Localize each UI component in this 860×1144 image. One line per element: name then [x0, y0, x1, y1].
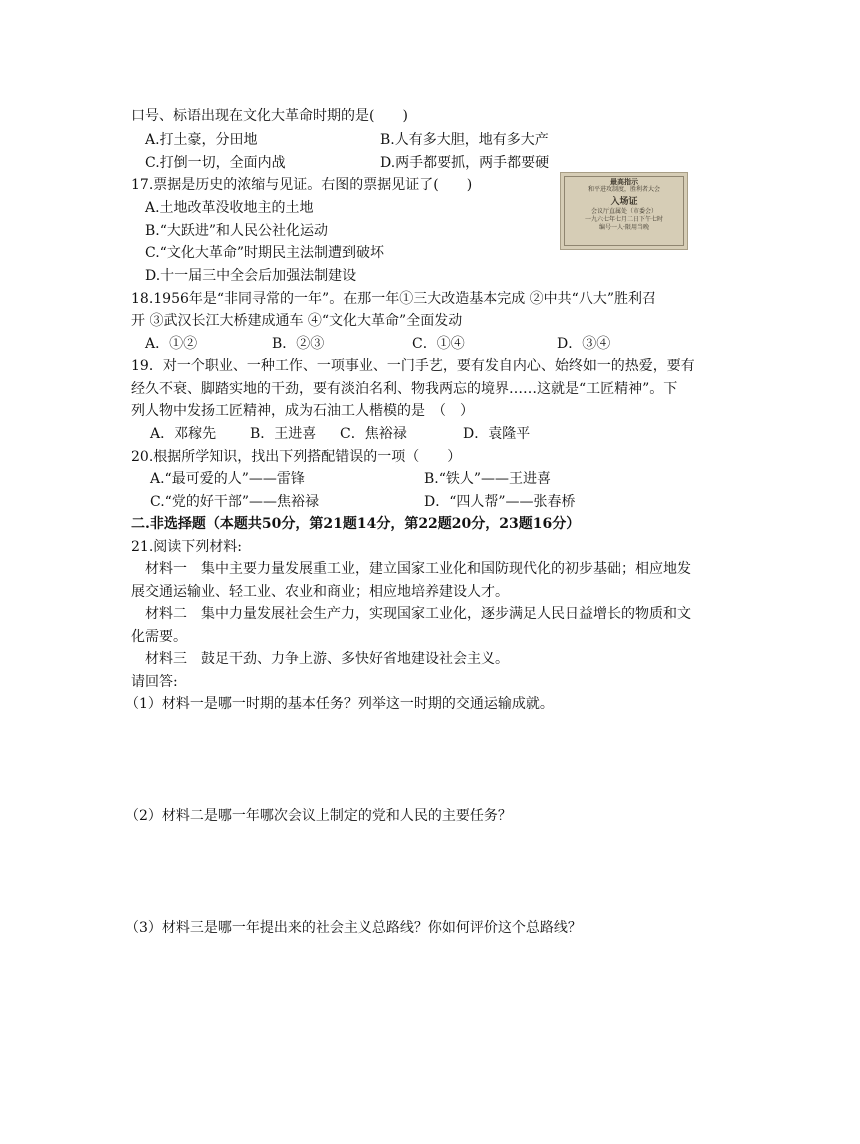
ticket-frame	[564, 176, 684, 246]
ticket-subtitle: 和平进攻制度，胜利者大会	[587, 186, 660, 193]
q20-stem: 20.根据所学知识，找出下列搭配错误的一项（ ）	[131, 449, 462, 465]
q20-option-d: D．“四人帮”——张春桥	[424, 494, 576, 510]
q17-option-b: B.“大跃进”和人民公社化运动	[145, 223, 329, 239]
q19-stem-line-2: 经久不衰、脚踏实地的干劲，要有淡泊名利、物我两忘的境界……这就是“工匠精神”。下	[131, 381, 678, 397]
q17-option-a: A.土地改革没收地主的土地	[145, 200, 314, 216]
section-2-heading: 二.非选择题（本题共50分，第21题14分，第22题20分，23题16分）	[131, 516, 581, 532]
q16-option-d: D.两手都要抓，两手都要硬	[380, 155, 550, 171]
q21-material-1-line-2: 展交通运输业、轻工业、农业和商业；相应地培养建设人才。	[131, 584, 509, 600]
q21-subquestion-3: （3）材料三是哪一年提出来的社会主义总路线？你如何评价这个总路线？	[125, 920, 582, 936]
q18-option-c: C．①④	[412, 336, 465, 352]
q17-option-d: D.十一届三中全会后加强法制建设	[145, 268, 357, 284]
q16-option-c: C.打倒一切，全面内战	[145, 155, 286, 171]
q18-option-b: B．②③	[272, 336, 325, 352]
q21-stem: 21.阅读下列材料:	[131, 539, 242, 555]
ticket-image	[560, 172, 688, 250]
q21-material-2-line-2: 化需要。	[131, 629, 187, 645]
q18-option-a: A．①②	[145, 336, 198, 352]
q20-option-a: A.“最可爱的人”——雷锋	[150, 471, 305, 487]
q16-option-a: A.打土豪，分田地	[145, 132, 258, 148]
q18-stem-line-1: 18.1956年是“非同寻常的一年”。在那一年①三大改造基本完成 ②中共“八大”胜利召	[131, 291, 656, 307]
q17-option-c: C.“文化大革命”时期民主法制遭到破坏	[145, 245, 384, 261]
q19-option-b: B．王进喜	[250, 426, 317, 442]
ticket-line-3: 编号一人·限用当晚	[599, 224, 649, 231]
q21-material-3: 材料三 鼓足干劲、力争上游、多快好省地建设社会主义。	[145, 651, 509, 667]
q21-material-2-line-1: 材料二 集中力量发展社会生产力，实现国家工业化，逐步满足人民日益增长的物质和文	[145, 606, 691, 622]
q19-stem-line-1: 19．对一个职业、一种工作、一项事业、一门手艺，要有发自内心、始终如一的热爱，要有	[131, 358, 695, 374]
q21-ask: 请回答:	[131, 674, 178, 690]
q18-option-d: D．③④	[557, 336, 611, 352]
ticket-line-2: 一九六七年七月二日下午七时	[584, 216, 663, 223]
q21-subquestion-1: （1）材料一是哪一时期的基本任务？列举这一时期的交通运输成就。	[125, 696, 554, 712]
ticket-heading: 入场证	[610, 197, 638, 207]
q21-subquestion-2: （2）材料二是哪一年哪次会议上制定的党和人民的主要任务？	[125, 808, 512, 824]
q21-material-1-line-1: 材料一 集中主要力量发展重工业，建立国家工业化和国防现代化的初步基础；相应地发	[145, 561, 691, 577]
q18-stem-line-2: 开 ③武汉长江大桥建成通车 ④“文化大革命”全面发动	[131, 313, 463, 329]
q16-stem: 口号、标语出现在文化大革命时期的是( )	[131, 108, 408, 124]
q19-option-c: C．焦裕禄	[340, 426, 407, 442]
q19-stem-line-3: 列人物中发扬工匠精神，成为石油工人楷模的是 （ ）	[131, 403, 474, 419]
q17-stem: 17.票据是历史的浓缩与见证。右图的票据见证了( )	[131, 177, 473, 193]
ticket-line-1: 会议厅直属处（市委会）	[590, 208, 657, 215]
q19-option-d: D．袁隆平	[463, 426, 531, 442]
ticket-title: 最高指示	[610, 177, 638, 186]
q19-option-a: A．邓稼先	[150, 426, 217, 442]
q20-option-b: B.“铁人”——王进喜	[424, 471, 552, 487]
q16-option-b: B.人有多大胆，地有多大产	[380, 132, 549, 148]
q20-option-c: C.“党的好干部”——焦裕禄	[150, 494, 319, 510]
